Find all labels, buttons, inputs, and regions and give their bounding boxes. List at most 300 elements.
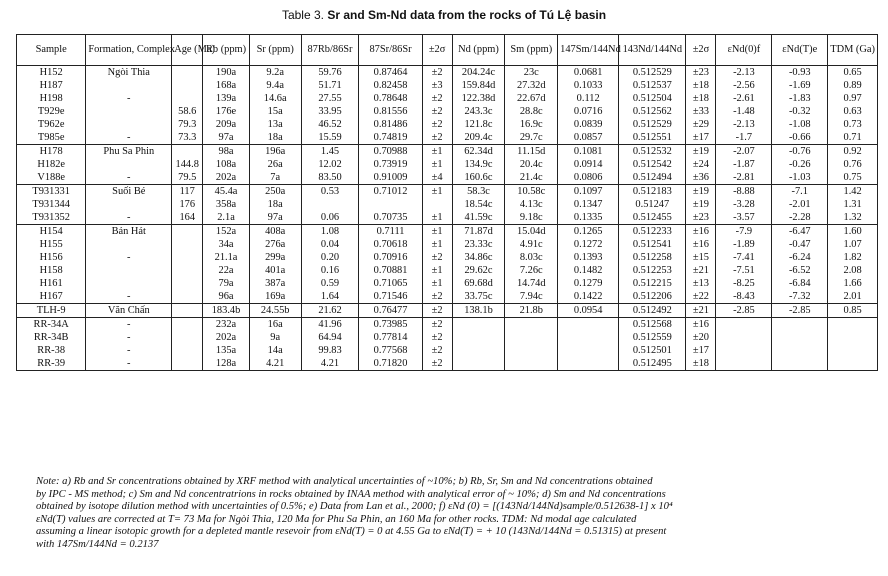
table-cell: RR-34B: [17, 331, 86, 344]
table-cell: [828, 318, 878, 332]
table-cell: 0.0806: [558, 171, 619, 185]
table-cell: 108a: [203, 158, 250, 171]
column-header: Sample: [17, 35, 86, 66]
column-header: 147Sm/144Nd: [558, 35, 619, 66]
table-cell: ±22: [686, 290, 716, 304]
table-cell: 11.15d: [505, 145, 558, 159]
table-cell: ±1: [422, 185, 452, 199]
table-cell: 0.1081: [558, 145, 619, 159]
table-cell: 243.3c: [452, 105, 505, 118]
table-cell: 0.0681: [558, 66, 619, 80]
table-cell: 0.89: [828, 79, 878, 92]
table-cell: 9a: [249, 331, 301, 344]
table-cell: 0.512541: [619, 238, 686, 251]
table-cell: 0.7111: [359, 225, 422, 239]
table-cell: 0.0857: [558, 131, 619, 145]
table-cell: -1.83: [772, 92, 828, 105]
table-cell: [172, 251, 203, 264]
table-cell: 0.1335: [558, 211, 619, 225]
table-cell: 1.08: [301, 225, 359, 239]
table-cell: 21.4c: [505, 171, 558, 185]
table-cell: [828, 344, 878, 357]
column-header: 143Nd/144Nd: [619, 35, 686, 66]
table-cell: 0.73985: [359, 318, 422, 332]
table-cell: [172, 238, 203, 251]
table-cell: [172, 277, 203, 290]
table-cell: 0.512529: [619, 66, 686, 80]
column-header: εNd(T)e: [772, 35, 828, 66]
table-cell: 26a: [249, 158, 301, 171]
table-footnote: [36, 476, 878, 552]
table-cell: 29.7c: [505, 131, 558, 145]
table-cell: [828, 357, 878, 371]
table-cell: -: [86, 251, 172, 264]
table-cell: ±2: [422, 251, 452, 264]
table-cell: -1.7: [716, 131, 772, 145]
table-cell: 0.70735: [359, 211, 422, 225]
table-cell: Phu Sa Phin: [86, 145, 172, 159]
table-cell: [505, 344, 558, 357]
table-row: [17, 318, 878, 332]
table-cell: -3.57: [716, 211, 772, 225]
footnote-line: assuming a linear isotopic growth for a depleted mantle resevoir from εNd(T) = 0 at 4.55 Ga to εNd(T) = + 10 (143Nd/144Nd = 0.51315) at present: [36, 526, 667, 538]
table-cell: 51.71: [301, 79, 359, 92]
table-cell: 152a: [203, 225, 250, 239]
table-cell: H182e: [17, 158, 86, 171]
table-cell: [558, 318, 619, 332]
table-cell: [452, 331, 505, 344]
table-cell: [452, 344, 505, 357]
table-cell: -6.84: [772, 277, 828, 290]
footnote-line: εNd(T) values are corrected at T= 73 Ma for Ngòi Thia, 120 Ma for Phu Sa Phin, an 160 Ma for other rocks. TDM: Nd modal age calculated: [36, 513, 637, 525]
table-cell: 7.26c: [505, 264, 558, 277]
table-cell: 21.62: [301, 304, 359, 318]
table-cell: -6.47: [772, 225, 828, 239]
table-cell: [172, 290, 203, 304]
table-cell: [172, 331, 203, 344]
table-row: [17, 66, 878, 80]
table-cell: 0.71065: [359, 277, 422, 290]
table-cell: H156: [17, 251, 86, 264]
table-cell: [558, 344, 619, 357]
table-cell: 45.4a: [203, 185, 250, 199]
table-cell: [86, 264, 172, 277]
table-cell: 0.512253: [619, 264, 686, 277]
table-cell: ±2: [422, 131, 452, 145]
table-cell: 176e: [203, 105, 250, 118]
table-cell: [86, 79, 172, 92]
table-cell: 0.71820: [359, 357, 422, 371]
table-cell: Ngòi Thia: [86, 66, 172, 80]
table-cell: 4.21: [301, 357, 359, 371]
table-cell: 33.95: [301, 105, 359, 118]
table-cell: 0.1482: [558, 264, 619, 277]
table-cell: 0.0914: [558, 158, 619, 171]
table-cell: 0.512562: [619, 105, 686, 118]
table-cell: ±19: [686, 198, 716, 211]
table-row: [17, 118, 878, 131]
table-cell: ±2: [422, 118, 452, 131]
table-cell: 21.1a: [203, 251, 250, 264]
table-cell: 169a: [249, 290, 301, 304]
table-cell: ±2: [422, 318, 452, 332]
table-cell: -: [86, 290, 172, 304]
table-row: [17, 290, 878, 304]
table-cell: [172, 264, 203, 277]
table-cell: ±2: [422, 66, 452, 80]
table-cell: [558, 331, 619, 344]
table-cell: -3.28: [716, 198, 772, 211]
table-cell: ±2: [422, 344, 452, 357]
table-cell: 4.91c: [505, 238, 558, 251]
table-cell: ±21: [686, 264, 716, 277]
table-row: [17, 264, 878, 277]
table-row: [17, 79, 878, 92]
table-cell: -2.13: [716, 118, 772, 131]
table-cell: 9.4a: [249, 79, 301, 92]
table-cell: -: [86, 331, 172, 344]
table-cell: 0.97: [828, 92, 878, 105]
table-cell: 0.0954: [558, 304, 619, 318]
table-cell: 0.512494: [619, 171, 686, 185]
table-cell: [716, 344, 772, 357]
table-cell: 1.07: [828, 238, 878, 251]
table-cell: 0.92: [828, 145, 878, 159]
table-cell: -2.28: [772, 211, 828, 225]
table-cell: [359, 198, 422, 211]
table-cell: ±1: [422, 277, 452, 290]
table-cell: 16a: [249, 318, 301, 332]
table-row: [17, 92, 878, 105]
table-cell: 0.512537: [619, 79, 686, 92]
table-row: [17, 105, 878, 118]
table-cell: T931352: [17, 211, 86, 225]
table-cell: ±2: [422, 357, 452, 371]
table-cell: 0.06: [301, 211, 359, 225]
table-cell: ±18: [686, 79, 716, 92]
table-cell: 0.70988: [359, 145, 422, 159]
table-cell: -2.07: [716, 145, 772, 159]
table-cell: ±1: [422, 211, 452, 225]
table-cell: 29.62c: [452, 264, 505, 277]
table-cell: 69.68d: [452, 277, 505, 290]
table-row: [17, 225, 878, 239]
table-cell: 9.18c: [505, 211, 558, 225]
table-cell: [172, 92, 203, 105]
table-cell: -: [86, 171, 172, 185]
table-cell: Bản Hát: [86, 225, 172, 239]
table-cell: 138.1b: [452, 304, 505, 318]
table-cell: 0.51247: [619, 198, 686, 211]
table-cell: -: [86, 211, 172, 225]
table-cell: -2.56: [716, 79, 772, 92]
table-cell: 0.0839: [558, 118, 619, 131]
table-cell: 0.0716: [558, 105, 619, 118]
table-cell: 73.3: [172, 131, 203, 145]
table-cell: T929e: [17, 105, 86, 118]
table-cell: 64.94: [301, 331, 359, 344]
table-row: [17, 304, 878, 318]
table-cell: 0.512455: [619, 211, 686, 225]
table-cell: -1.87: [716, 158, 772, 171]
table-cell: 0.81486: [359, 118, 422, 131]
table-cell: ±24: [686, 158, 716, 171]
table-cell: [772, 357, 828, 371]
table-cell: -2.61: [716, 92, 772, 105]
column-header: TDM (Ga): [828, 35, 878, 66]
table-cell: 164: [172, 211, 203, 225]
table-cell: 58.6: [172, 105, 203, 118]
table-cell: [86, 277, 172, 290]
table-cell: [86, 105, 172, 118]
table-cell: [172, 344, 203, 357]
table-row: [17, 238, 878, 251]
table-cell: 0.1279: [558, 277, 619, 290]
table-cell: 1.42: [828, 185, 878, 199]
table-cell: 209a: [203, 118, 250, 131]
table-cell: T962e: [17, 118, 86, 131]
table-cell: [172, 357, 203, 371]
table-cell: 0.63: [828, 105, 878, 118]
table-cell: -7.41: [716, 251, 772, 264]
table-cell: ±23: [686, 66, 716, 80]
table-cell: 0.512532: [619, 145, 686, 159]
table-cell: 18a: [249, 131, 301, 145]
table-cell: [172, 225, 203, 239]
table-cell: ±2: [422, 304, 452, 318]
table-cell: -0.32: [772, 105, 828, 118]
table-cell: Suối Bé: [86, 185, 172, 199]
table-cell: [505, 357, 558, 371]
table-cell: [86, 158, 172, 171]
table-cell: ±1: [422, 238, 452, 251]
table-cell: H155: [17, 238, 86, 251]
table-cell: 0.71012: [359, 185, 422, 199]
table-cell: 0.76477: [359, 304, 422, 318]
table-cell: 0.512258: [619, 251, 686, 264]
table-cell: [172, 304, 203, 318]
table-cell: 34.86c: [452, 251, 505, 264]
footnote-line: by IPC - MS method; c) Sm and Nd concentratrions in rocks obtained by INAA method with analytical error of ~ 10%; d) Sm and Nd concentrations: [36, 488, 666, 500]
table-cell: ±18: [686, 357, 716, 371]
table-cell: 204.24c: [452, 66, 505, 80]
table-cell: 196a: [249, 145, 301, 159]
table-cell: ±1: [422, 158, 452, 171]
table-cell: 202a: [203, 171, 250, 185]
table-cell: 10.58c: [505, 185, 558, 199]
table-cell: 0.70618: [359, 238, 422, 251]
table-row: [17, 331, 878, 344]
table-cell: 1.32: [828, 211, 878, 225]
table-cell: ±2: [422, 92, 452, 105]
table-cell: 79.3: [172, 118, 203, 131]
table-cell: 0.82458: [359, 79, 422, 92]
table-cell: 0.512529: [619, 118, 686, 131]
table-cell: 23c: [505, 66, 558, 80]
table-cell: ±1: [422, 264, 452, 277]
table-cell: 83.50: [301, 171, 359, 185]
table-cell: 1.45: [301, 145, 359, 159]
table-cell: -: [86, 92, 172, 105]
table-cell: 15a: [249, 105, 301, 118]
table-cell: [772, 344, 828, 357]
table-cell: 0.512183: [619, 185, 686, 199]
footnote-line: with 147Sm/144Nd = 0.2137: [36, 538, 159, 550]
table-cell: ±19: [686, 145, 716, 159]
table-cell: 41.96: [301, 318, 359, 332]
table-cell: 0.77814: [359, 331, 422, 344]
table-cell: [505, 331, 558, 344]
column-header: Rb (ppm): [203, 35, 250, 66]
table-cell: ±29: [686, 118, 716, 131]
table-cell: -0.47: [772, 238, 828, 251]
table-cell: ±4: [422, 171, 452, 185]
table-cell: [86, 118, 172, 131]
table-cell: 0.16: [301, 264, 359, 277]
table-cell: 7.94c: [505, 290, 558, 304]
column-header: ±2σ: [686, 35, 716, 66]
table-cell: -6.52: [772, 264, 828, 277]
table-cell: 1.66: [828, 277, 878, 290]
table-row: [17, 185, 878, 199]
table-cell: 79.5: [172, 171, 203, 185]
table-cell: -2.01: [772, 198, 828, 211]
table-cell: Văn Chấn: [86, 304, 172, 318]
table-cell: T985e: [17, 131, 86, 145]
table-cell: 28.8c: [505, 105, 558, 118]
table-cell: -: [86, 357, 172, 371]
table-cell: 98a: [203, 145, 250, 159]
table-cell: H178: [17, 145, 86, 159]
table-cell: -8.25: [716, 277, 772, 290]
table-cell: -2.85: [772, 304, 828, 318]
table-cell: 0.512233: [619, 225, 686, 239]
column-header: εNd(0)f: [716, 35, 772, 66]
table-cell: ±1: [422, 145, 452, 159]
table-cell: 2.08: [828, 264, 878, 277]
table-cell: 13a: [249, 118, 301, 131]
table-cell: H152: [17, 66, 86, 80]
footnote-line: Note: a) Rb and Sr concentrations obtained by XRF method with analytical uncertainties of ~10%; b) Rb, Sr, Sm and Nd concentrations obtained: [36, 476, 653, 487]
table-cell: 135a: [203, 344, 250, 357]
table-cell: 22.67d: [505, 92, 558, 105]
table-cell: 14a: [249, 344, 301, 357]
table-cell: [172, 66, 203, 80]
table-cell: 96a: [203, 290, 250, 304]
table-cell: 15.59: [301, 131, 359, 145]
table-cell: 183.4b: [203, 304, 250, 318]
table-cell: [86, 198, 172, 211]
table-cell: ±21: [686, 304, 716, 318]
table-cell: 12.02: [301, 158, 359, 171]
table-cell: 97a: [249, 211, 301, 225]
table-cell: 0.71546: [359, 290, 422, 304]
table-cell: 1.31: [828, 198, 878, 211]
table-cell: -8.43: [716, 290, 772, 304]
table-cell: 0.81556: [359, 105, 422, 118]
table-title: [0, 8, 888, 22]
table-cell: 20.4c: [505, 158, 558, 171]
column-header: Nd (ppm): [452, 35, 505, 66]
table-cell: 22a: [203, 264, 250, 277]
table-cell: ±23: [686, 211, 716, 225]
table-cell: 1.64: [301, 290, 359, 304]
table-cell: 0.04: [301, 238, 359, 251]
data-table: [16, 34, 878, 371]
table-cell: [772, 331, 828, 344]
table-cell: -1.03: [772, 171, 828, 185]
table-cell: -8.88: [716, 185, 772, 199]
table-cell: ±2: [422, 105, 452, 118]
table-cell: RR-38: [17, 344, 86, 357]
table-cell: 0.512206: [619, 290, 686, 304]
table-cell: 176: [172, 198, 203, 211]
table-cell: 0.76: [828, 158, 878, 171]
table-cell: 1.82: [828, 251, 878, 264]
table-cell: 7a: [249, 171, 301, 185]
table-cell: 0.512542: [619, 158, 686, 171]
table-cell: T931344: [17, 198, 86, 211]
table-cell: 0.59: [301, 277, 359, 290]
table-cell: [716, 357, 772, 371]
table-cell: [452, 318, 505, 332]
table-cell: -0.93: [772, 66, 828, 80]
table-cell: 23.33c: [452, 238, 505, 251]
table-cell: [452, 357, 505, 371]
table-cell: 27.55: [301, 92, 359, 105]
table-cell: [505, 318, 558, 332]
table-row: [17, 198, 878, 211]
table-cell: 15.04d: [505, 225, 558, 239]
table-cell: 33.75c: [452, 290, 505, 304]
table-cell: 159.84d: [452, 79, 505, 92]
table-cell: ±16: [686, 225, 716, 239]
table-cell: 27.32d: [505, 79, 558, 92]
table-cell: 387a: [249, 277, 301, 290]
table-cell: ±17: [686, 344, 716, 357]
table-cell: 0.512568: [619, 318, 686, 332]
table-cell: [558, 357, 619, 371]
table-cell: ±16: [686, 318, 716, 332]
table-cell: 209.4c: [452, 131, 505, 145]
table-cell: 128a: [203, 357, 250, 371]
column-header: Sr (ppm): [249, 35, 301, 66]
table-cell: ±2: [422, 331, 452, 344]
table-cell: -: [86, 344, 172, 357]
table-cell: [716, 318, 772, 332]
table-cell: 8.03c: [505, 251, 558, 264]
table-cell: 0.77568: [359, 344, 422, 357]
table-cell: ±13: [686, 277, 716, 290]
table-cell: 0.1393: [558, 251, 619, 264]
table-row: [17, 131, 878, 145]
table-cell: ±19: [686, 185, 716, 199]
table-cell: 0.512501: [619, 344, 686, 357]
table-cell: -7.1: [772, 185, 828, 199]
table-cell: 121.8c: [452, 118, 505, 131]
column-header: 87Rb/86Sr: [301, 35, 359, 66]
table-cell: H158: [17, 264, 86, 277]
table-cell: -1.48: [716, 105, 772, 118]
table-cell: ±20: [686, 331, 716, 344]
table-cell: 299a: [249, 251, 301, 264]
table-cell: 9.2a: [249, 66, 301, 80]
table-cell: [716, 331, 772, 344]
table-cell: 21.8b: [505, 304, 558, 318]
table-row: [17, 145, 878, 159]
table-cell: 401a: [249, 264, 301, 277]
table-cell: 0.20: [301, 251, 359, 264]
